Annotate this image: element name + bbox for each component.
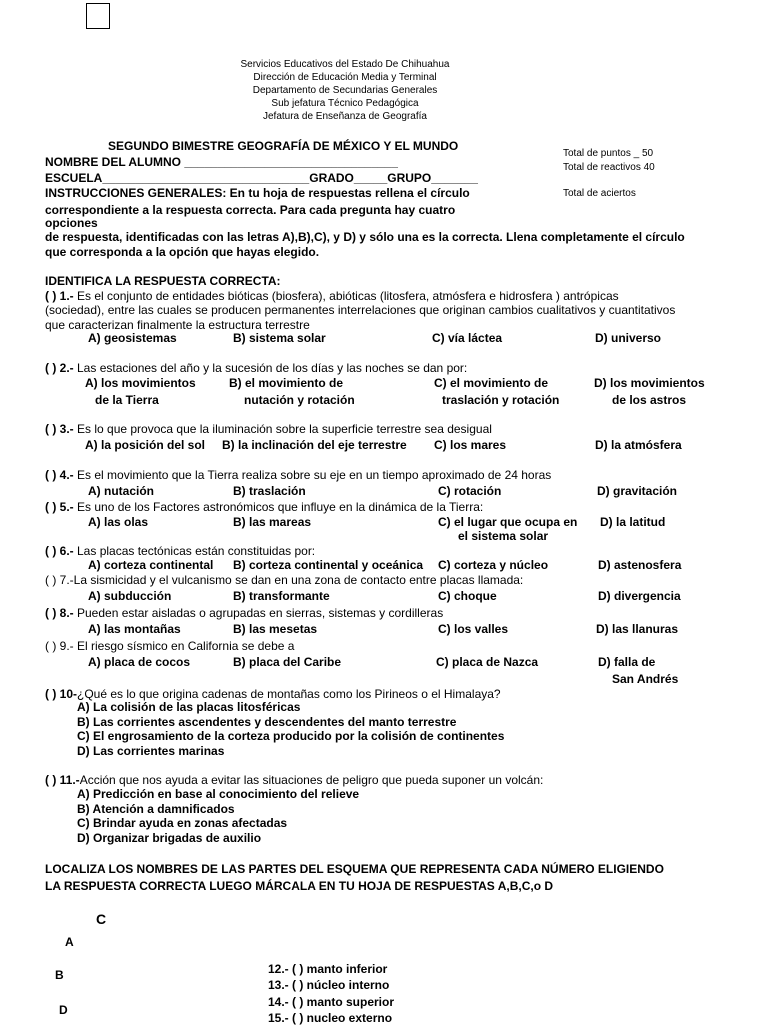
question-10: ( ) 10-¿Qué es lo que origina cadenas de montañas como los Pirineos o el Himalaya? bbox=[45, 687, 501, 701]
q2-option-a: A) los movimientos bbox=[85, 376, 196, 390]
q2-option-a-2: de la Tierra bbox=[95, 393, 159, 407]
q4-option-b: B) traslación bbox=[233, 484, 306, 498]
q10-option-c: C) El engrosamiento de la corteza producido por la colisión de continentes bbox=[77, 729, 505, 743]
q9-option-c: C) placa de Nazca bbox=[436, 655, 539, 669]
instructions-line-1: INSTRUCCIONES GENERALES: En tu hoja de respuestas rellena el círculo bbox=[45, 186, 470, 200]
q3-option-a: A) la posición del sol bbox=[85, 438, 206, 452]
q3-option-b: B) la inclinación del eje terrestre bbox=[222, 438, 407, 452]
q6-option-b: B) corteza continental y oceánica bbox=[233, 558, 424, 572]
header-line-4: Sub jefatura Técnico Pedagógica bbox=[271, 98, 419, 109]
q7-option-d: D) divergencia bbox=[598, 589, 681, 603]
question-11: ( ) 11.-Acción que nos ayuda a evitar las situaciones de peligro que pueda suponer un volcán: bbox=[45, 773, 544, 787]
school-field: ESCUELA_______________________________GRADO_____GRUPO_______ bbox=[45, 171, 478, 185]
q5-option-d: D) la latitud bbox=[600, 515, 666, 529]
question-1: ( ) 1.- Es el conjunto de entidades bióticas (biosfera), abióticas (litosfera, atmósfera e hidrosfera ) antrópicas bbox=[45, 289, 619, 303]
q6-option-c: C) corteza y núcleo bbox=[438, 558, 549, 572]
q9-option-d: D) falla de bbox=[598, 655, 656, 669]
q11-option-c: C) Brindar ayuda en zonas afectadas bbox=[77, 816, 288, 830]
q2-option-b-2: nutación y rotación bbox=[244, 393, 355, 407]
q7-option-a: A) subducción bbox=[88, 589, 172, 603]
q11-option-d: D) Organizar brigadas de auxilio bbox=[77, 831, 262, 845]
section-title-1: IDENTIFICA LA RESPUESTA CORRECTA: bbox=[45, 274, 281, 288]
question-2: ( ) 2.- Las estaciones del año y la sucesión de los días y las noches se dan por: bbox=[45, 361, 468, 375]
q10-option-a: A) La colisión de las placas litosféricas bbox=[77, 700, 301, 714]
q9-option-b: B) placa del Caribe bbox=[233, 655, 342, 669]
question-9: ( ) 9.- El riesgo sísmico en California se debe a bbox=[45, 639, 295, 653]
q1-option-b: B) sistema solar bbox=[233, 331, 326, 345]
q3-option-d: D) la atmósfera bbox=[595, 438, 682, 452]
q4-option-c: C) rotación bbox=[438, 484, 502, 498]
question-7: ( ) 7.-La sismicidad y el vulcanismo se dan en una zona de contacto entre placas llamada: bbox=[45, 573, 524, 587]
total-correct: Total de aciertos bbox=[563, 188, 636, 199]
item-12: 12.- ( ) manto inferior bbox=[268, 962, 388, 976]
q1-option-d: D) universo bbox=[595, 331, 662, 345]
diagram-label-c: C bbox=[96, 911, 107, 927]
question-5: ( ) 5.- Es uno de los Factores astronómicos que influye en la dinámica de la Tierra: bbox=[45, 500, 484, 514]
q4-option-d: D) gravitación bbox=[597, 484, 678, 498]
q1-option-c: C) vía láctea bbox=[432, 331, 503, 345]
question-6: ( ) 6.- Las placas tectónicas están constituidas por: bbox=[45, 544, 316, 558]
total-items: Total de reactivos 40 bbox=[563, 162, 655, 173]
section-title-2: LOCALIZA LOS NOMBRES DE LAS PARTES DEL ESQUEMA QUE REPRESENTA CADA NÚMERO ELIGIENDO bbox=[45, 862, 664, 876]
q8-option-a: A) las montañas bbox=[88, 622, 181, 636]
instructions-line-5: que corresponda a la opción que hayas elegido. bbox=[45, 245, 320, 259]
question-1-line-2: (sociedad), entre las cuales se producen permanentes interrelaciones que originan cambios cualitativos y cuantitativos bbox=[45, 303, 676, 317]
header-line-5: Jefatura de Enseñanza de Geografía bbox=[262, 111, 427, 122]
q11-option-a: A) Predicción en base al conocimiento del relieve bbox=[77, 787, 360, 801]
item-13: 13.- ( ) núcleo interno bbox=[268, 978, 390, 992]
q2-option-c-2: traslación y rotación bbox=[442, 393, 560, 407]
diagram-label-b: B bbox=[55, 968, 64, 982]
q5-option-b: B) las mareas bbox=[233, 515, 312, 529]
q5-option-c: C) el lugar que ocupa en bbox=[438, 515, 578, 529]
q5-option-c-2: el sistema solar bbox=[458, 529, 549, 543]
instructions-line-4: de respuesta, identificadas con las letras A),B),C), y D) y sólo una es la correcta. Llena completamente el círculo bbox=[45, 230, 685, 244]
section-title-2-line-2: LA RESPUESTA CORRECTA LUEGO MÁRCALA EN TU HOJA DE RESPUESTAS A,B,C,o D bbox=[45, 879, 554, 893]
question-1-line-3: que caracterizan finalmente la estructura terrestre bbox=[45, 318, 310, 332]
q3-option-c: C) los mares bbox=[434, 438, 507, 452]
q2-option-b: B) el movimiento de bbox=[229, 376, 344, 390]
q5-option-a: A) las olas bbox=[88, 515, 149, 529]
q11-option-b: B) Atención a damnificados bbox=[77, 802, 235, 816]
diagram-label-a: A bbox=[65, 935, 74, 949]
question-4: ( ) 4.- Es el movimiento que la Tierra realiza sobre su eje en un tiempo aproximado de 24 horas bbox=[45, 468, 552, 482]
q7-option-b: B) transformante bbox=[233, 589, 330, 603]
q7-option-c: C) choque bbox=[438, 589, 497, 603]
item-15: 15.- ( ) nucleo externo bbox=[268, 1011, 393, 1025]
question-8: ( ) 8.- Pueden estar aisladas o agrupadas en sierras, sistemas y cordilleras bbox=[45, 606, 444, 620]
header-line-2: Dirección de Educación Media y Terminal bbox=[253, 72, 437, 83]
q8-option-b: B) las mesetas bbox=[233, 622, 318, 636]
header-line-3: Departamento de Secundarias Generales bbox=[252, 85, 438, 96]
checkbox-square[interactable] bbox=[86, 3, 110, 29]
student-name-field: NOMBRE DEL ALUMNO ________________________________ bbox=[45, 155, 398, 169]
q9-option-a: A) placa de cocos bbox=[88, 655, 191, 669]
q6-option-d: D) astenosfera bbox=[598, 558, 682, 572]
total-points: Total de puntos _ 50 bbox=[563, 148, 654, 159]
q2-option-d: D) los movimientos bbox=[594, 376, 705, 390]
q1-option-a: A) geosistemas bbox=[88, 331, 177, 345]
page-title: SEGUNDO BIMESTRE GEOGRAFÍA DE MÉXICO Y EL MUNDO bbox=[108, 139, 459, 153]
q9-option-d-2: San Andrés bbox=[612, 672, 679, 686]
item-14: 14.- ( ) manto superior bbox=[268, 995, 395, 1009]
q10-option-b: B) Las corrientes ascendentes y descendentes del manto terrestre bbox=[77, 715, 457, 729]
q4-option-a: A) nutación bbox=[88, 484, 154, 498]
q8-option-d: D) las llanuras bbox=[596, 622, 679, 636]
instructions-line-2: correspondiente a la respuesta correcta. Para cada pregunta hay cuatro bbox=[45, 203, 456, 217]
q10-option-d: D) Las corrientes marinas bbox=[77, 744, 225, 758]
q2-option-c: C) el movimiento de bbox=[434, 376, 549, 390]
header-line-1: Servicios Educativos del Estado De Chihuahua bbox=[240, 59, 450, 70]
q6-option-a: A) corteza continental bbox=[88, 558, 214, 572]
instructions-line-3: opciones bbox=[45, 216, 98, 230]
question-3: ( ) 3.- Es lo que provoca que la iluminación sobre la superficie terrestre sea desigual bbox=[45, 422, 492, 436]
q2-option-d-2: de los astros bbox=[612, 393, 687, 407]
diagram-label-d: D bbox=[59, 1003, 68, 1017]
q8-option-c: C) los valles bbox=[438, 622, 509, 636]
